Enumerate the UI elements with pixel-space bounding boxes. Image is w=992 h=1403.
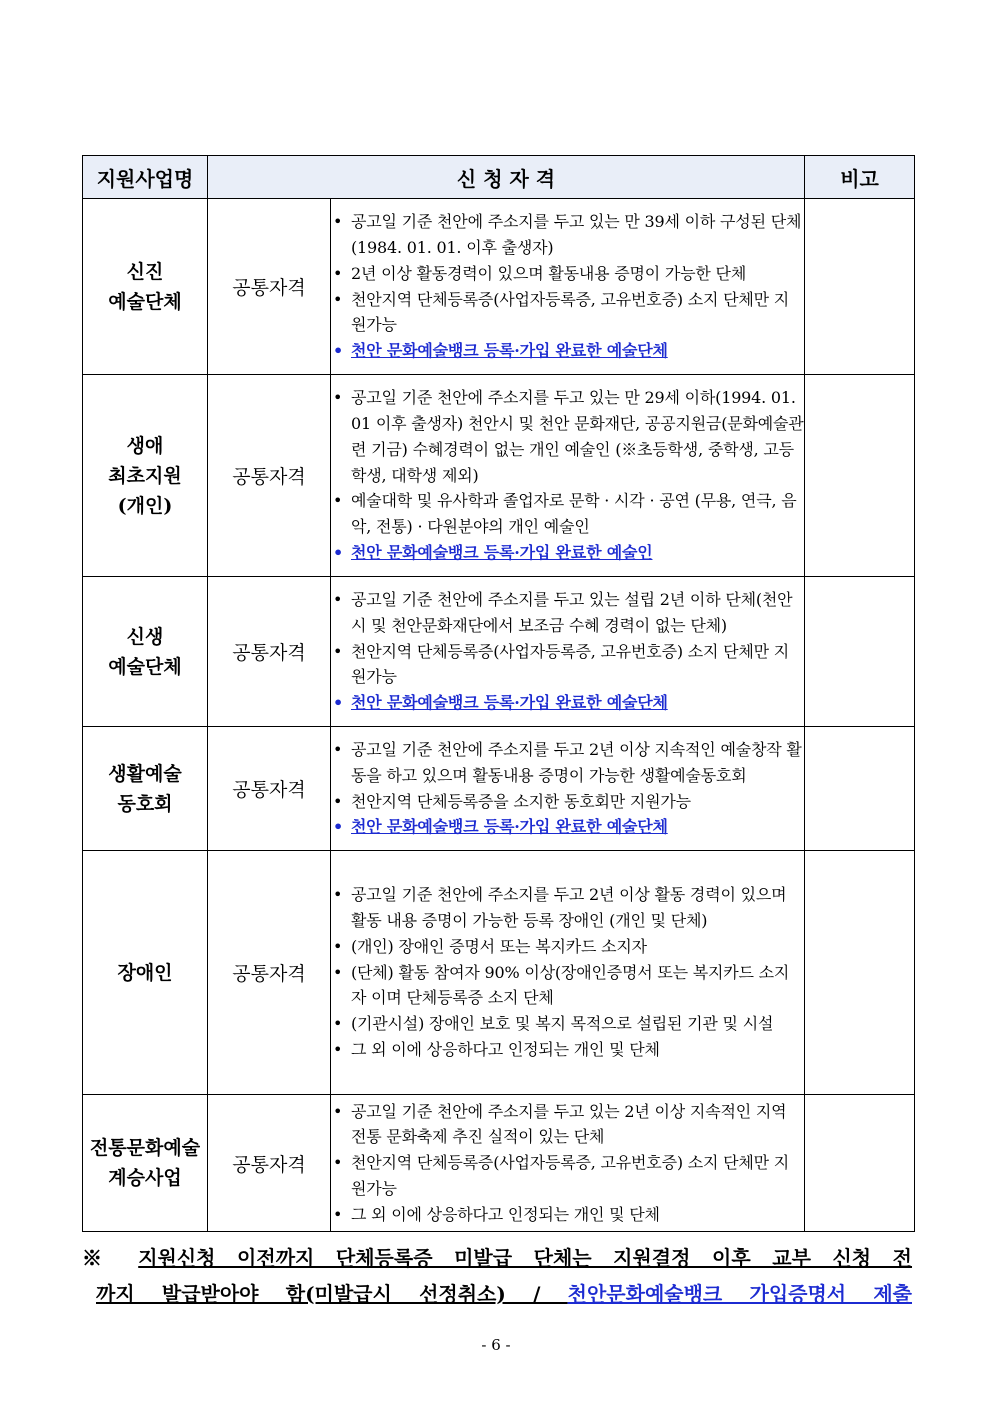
program-name-line: 예술단체 [108, 655, 182, 678]
bullet-icon: • [333, 739, 343, 759]
bullet-icon: • [333, 388, 343, 408]
qualification-detail-cell [331, 199, 805, 375]
program-name-cell [83, 577, 208, 727]
bullet-icon: • [333, 289, 343, 309]
requirement-text: 그 외 이에 상응하다고 인정되는 개인 및 단체 [351, 1039, 660, 1059]
bullet-icon: • [333, 1014, 343, 1034]
qualification-type-cell: 공통자격 [208, 727, 331, 851]
program-name-line: 생활예술 [108, 762, 182, 785]
bullet-icon: • [333, 962, 343, 982]
requirement-text: 공고일 기준 천안에 주소지를 두고 2년 이상 지속적인 예술창작 활동을 하고 있으며 활동내용 증명이 가능한 생활예술동호회 [351, 739, 802, 785]
requirement-text: 공고일 기준 천안에 주소지를 두고 2년 이상 활동 경력이 있으며 활동 내용 증명이 가능한 등록 장애인 (개인 및 단체) [351, 885, 787, 930]
requirement-text: 2년 이상 활동경력이 있으며 활동내용 증명이 가능한 단체 [351, 263, 747, 283]
bullet-icon: • [333, 1153, 343, 1173]
requirement-text: 그 외 이에 상응하다고 인정되는 개인 및 단체 [351, 1204, 660, 1224]
bullet-icon: • [333, 693, 344, 713]
requirement-item [331, 587, 804, 639]
requirement-item [331, 338, 804, 364]
table-row [83, 727, 915, 851]
requirement-list [331, 385, 804, 566]
requirement-text: 공고일 기준 천안에 주소지를 두고 있는 설립 2년 이하 단체(천안시 및 천안문화재단에서 보조금 수혜 경력이 없는 단체) [351, 590, 793, 635]
qualification-type-cell: 공통자격 [208, 577, 331, 727]
requirement-text: 천안 문화예술뱅크 등록·가입 완료한 예술단체 [351, 817, 668, 837]
bullet-icon: • [333, 791, 343, 811]
qualification-type-cell: 공통자격 [208, 199, 331, 375]
reference-mark: ※ [82, 1246, 117, 1270]
program-name-cell [83, 199, 208, 375]
program-name-line: (개인) [117, 494, 173, 517]
bullet-icon: • [333, 1204, 343, 1224]
requirement-item [331, 882, 804, 934]
qualification-detail-cell [331, 375, 805, 577]
bullet-icon: • [333, 817, 344, 837]
table-row [83, 851, 915, 1095]
requirement-list [331, 737, 804, 840]
program-name-line: 최초지원 [108, 464, 182, 487]
requirement-item [331, 261, 804, 287]
bullet-icon: • [333, 1101, 343, 1121]
requirement-item [331, 789, 804, 815]
footnote-line-2 [82, 1276, 912, 1312]
footnote-line-1 [82, 1240, 912, 1276]
requirement-text: (단체) 활동 참여자 90% 이상(장애인증명서 또는 복지카드 소지자 이며 단체등록증 소지 단체 [351, 962, 790, 1008]
program-name-cell [83, 851, 208, 1095]
note-cell [805, 199, 915, 375]
requirement-item [331, 737, 804, 789]
bullet-icon: • [333, 542, 344, 562]
program-name-line: 동호회 [117, 792, 173, 815]
requirement-item [331, 385, 804, 488]
requirement-text: 공고일 기준 천안에 주소지를 두고 있는 2년 이상 지속적인 지역 전통 문화축제 추진 실적이 있는 단체 [351, 1101, 787, 1147]
qualification-detail-cell [331, 727, 805, 851]
qualification-detail-cell [331, 1095, 805, 1232]
requirement-item [331, 1202, 804, 1228]
table-row [83, 1095, 915, 1232]
requirement-text: 천안지역 단체등록증(사업자등록증, 고유번호증) 소지 단체만 지원가능 [351, 289, 790, 335]
requirement-text: 공고일 기준 천안에 주소지를 두고 있는 만 29세 이하(1994. 01. 01 이후 출생자) 천안시 및 천안 문화재단, 공공지원금(문화예술관련 기금) 수혜경력이 없는 개인 예술인 (※초등학생, 중학생, 고등학생, 대학생 제외) [351, 388, 804, 485]
qualification-type-cell: 공통자격 [208, 375, 331, 577]
requirement-text: 천안 문화예술뱅크 등록·가입 완료한 예술단체 [351, 693, 668, 713]
requirement-text: (기관시설) 장애인 보호 및 복지 목적으로 설립된 기관 및 시설 [351, 1014, 774, 1034]
requirement-item [331, 287, 804, 339]
program-name-cell [83, 375, 208, 577]
header-note: 비고 [805, 156, 915, 199]
bullet-icon: • [333, 212, 343, 232]
requirement-item [331, 1037, 804, 1063]
bullet-icon: • [333, 341, 344, 361]
requirement-item [331, 934, 804, 960]
header-program: 지원사업명 [83, 156, 208, 199]
program-name-cell [83, 1095, 208, 1232]
program-name-line: 예술단체 [108, 290, 182, 313]
program-name-cell [83, 727, 208, 851]
requirement-text: 천안지역 단체등록증을 소지한 동호회만 지원가능 [351, 791, 691, 811]
requirement-text: 천안지역 단체등록증(사업자등록증, 고유번호증) 소지 단체만 지원가능 [351, 1153, 790, 1198]
footnote-certificate-text: 천안문화예술뱅크 가입증명서 제출 [567, 1282, 912, 1306]
program-name-line: 신생 [126, 625, 164, 648]
requirement-text: 예술대학 및 유사학과 졸업자로 문학 · 시각 · 공연 (무용, 연극, 음악, 전통) · 다원분야의 개인 예술인 [351, 491, 797, 537]
requirement-item [331, 540, 804, 566]
table-row [83, 375, 915, 577]
page-number: - 6 - [481, 1336, 511, 1354]
table-row [83, 199, 915, 375]
note-cell [805, 577, 915, 727]
requirement-text: 천안지역 단체등록증(사업자등록증, 고유번호증) 소지 단체만 지원가능 [351, 641, 790, 687]
bullet-icon: • [333, 1039, 343, 1059]
program-name-line: 계승사업 [108, 1167, 182, 1189]
requirement-text: 천안 문화예술뱅크 등록·가입 완료한 예술단체 [351, 341, 668, 361]
bullet-icon: • [333, 641, 343, 661]
table-row [83, 577, 915, 727]
bullet-icon: • [333, 590, 343, 609]
qualification-detail-cell [331, 577, 805, 727]
qualification-detail-cell [331, 851, 805, 1095]
note-cell [805, 375, 915, 577]
requirement-item [331, 1011, 804, 1037]
program-name-line: 생애 [126, 434, 164, 457]
requirement-item [331, 960, 804, 1012]
requirement-text: (개인) 장애인 증명서 또는 복지카드 소지자 [351, 936, 647, 956]
requirement-item [331, 814, 804, 840]
requirement-list [331, 209, 804, 364]
program-name-line: 전통문화예술 [89, 1137, 201, 1159]
program-name-line: 신진 [126, 260, 164, 283]
qualification-type-cell: 공통자격 [208, 851, 331, 1095]
header-qualification: 신 청 자 격 [208, 156, 805, 199]
note-cell [805, 1095, 915, 1232]
footnote-text-1: 지원신청 이전까지 단체등록증 미발급 단체는 지원결정 이후 교부 신청 전 [138, 1246, 913, 1270]
requirement-item [331, 209, 804, 261]
note-cell [805, 851, 915, 1095]
table-header-row [83, 156, 915, 199]
footnote-text-2: 까지 발급받아야 함(미발급시 선정취소) / [96, 1282, 568, 1306]
program-name-line: 장애인 [117, 961, 173, 984]
requirement-item [331, 488, 804, 540]
requirement-item [331, 639, 804, 691]
footnote [82, 1240, 912, 1312]
requirement-item [331, 1099, 804, 1151]
requirement-list [331, 1099, 804, 1228]
qualification-type-cell: 공통자격 [208, 1095, 331, 1232]
bullet-icon: • [333, 491, 343, 511]
requirement-list [331, 882, 804, 1063]
requirement-text: 공고일 기준 천안에 주소지를 두고 있는 만 39세 이하 구성된 단체 (1984. 01. 01. 이후 출생자) [351, 212, 802, 257]
eligibility-table [82, 155, 915, 1232]
bullet-icon: • [333, 936, 343, 956]
requirement-item [331, 690, 804, 716]
requirement-item [331, 1150, 804, 1202]
note-cell [805, 727, 915, 851]
bullet-icon: • [333, 263, 343, 283]
requirement-text: 천안 문화예술뱅크 등록·가입 완료한 예술인 [351, 542, 653, 562]
bullet-icon: • [333, 885, 343, 905]
requirement-list [331, 587, 804, 716]
